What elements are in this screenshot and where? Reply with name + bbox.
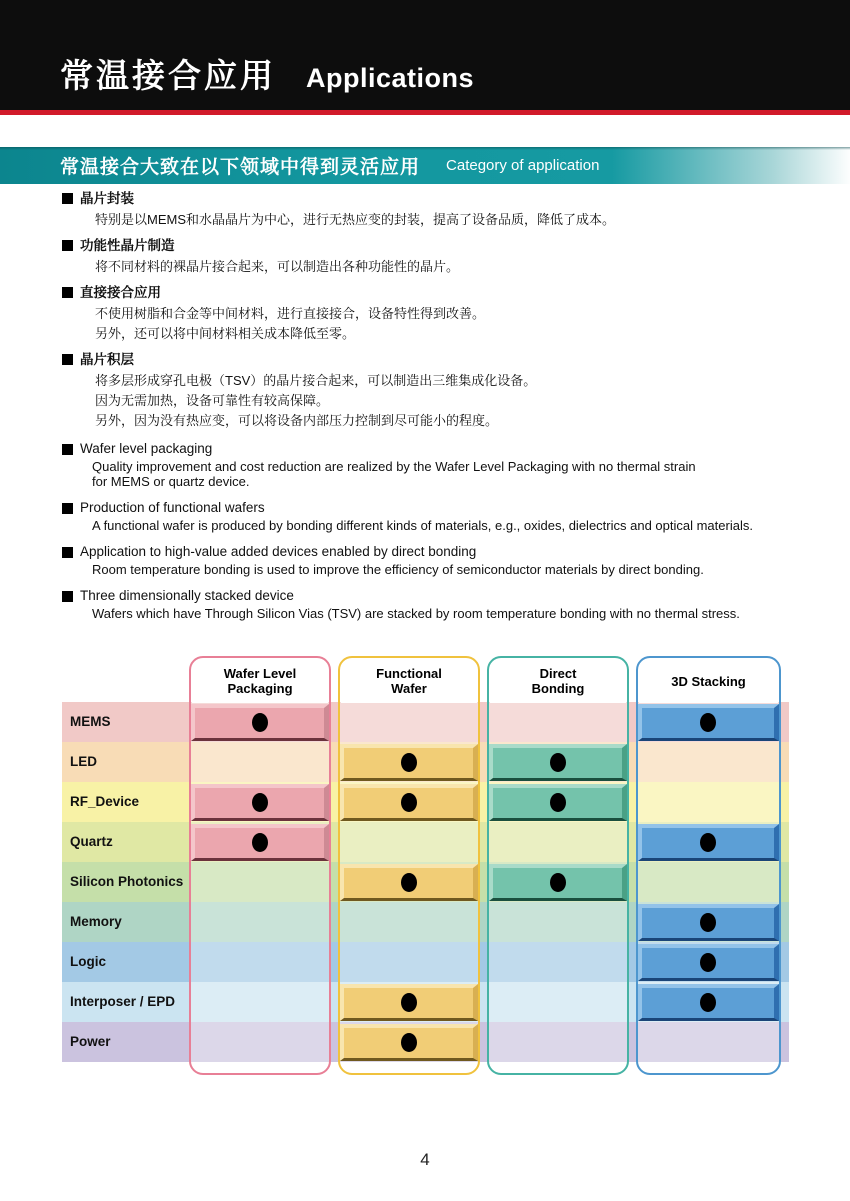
section-heading-text: 直接接合应用 — [80, 285, 161, 300]
section-heading-text: Wafer level packaging — [80, 441, 213, 456]
row-label: Memory — [70, 914, 122, 929]
column-header-line: 3D Stacking — [671, 673, 746, 689]
section-heading — [62, 500, 810, 516]
section-heading-text: 晶片封装 — [80, 191, 134, 206]
section-body-line: A functional wafer is produced by bonding different kinds of materials, e.g., oxides, dielectrics and optical materials. — [92, 518, 753, 533]
matrix-cell-marked — [638, 704, 779, 741]
matrix-cell-marked — [340, 864, 478, 901]
category-banner-title-en: Category of application — [446, 157, 600, 174]
matrix-cell-marked — [489, 864, 627, 901]
section — [62, 284, 810, 344]
matrix-cell-marked — [489, 784, 627, 821]
matrix-cell-marked — [191, 784, 329, 821]
matrix-cell-marked — [638, 944, 779, 981]
bullet-square-icon — [62, 193, 73, 204]
row-label: MEMS — [70, 714, 111, 729]
section-body-line: 将多层形成穿孔电极（TSV）的晶片接合起来，可以制造出三维集成化设备。 — [95, 373, 537, 388]
dot-icon — [401, 873, 417, 892]
dot-icon — [401, 793, 417, 812]
bullet-square-icon — [62, 444, 73, 455]
matrix-cell-marked — [638, 984, 779, 1021]
matrix-cell-marked — [638, 824, 779, 861]
section-heading-text: 晶片积层 — [80, 352, 134, 367]
page-number: 4 — [420, 1150, 430, 1169]
dot-icon — [700, 833, 716, 852]
category-banner-title-zh: 常温接合大致在以下领域中得到灵活应用 — [60, 157, 421, 178]
matrix-cell-marked — [191, 704, 329, 741]
section-heading-text: Application to high-value added devices enabled by direct bonding — [80, 544, 477, 559]
section-heading-text: 功能性晶片制造 — [80, 238, 175, 253]
section-body-line: 另外，还可以将中间材料相关成本降低至零。 — [95, 326, 356, 341]
dot-icon — [700, 953, 716, 972]
column-header-line: Packaging — [227, 681, 293, 696]
column-header — [490, 659, 626, 703]
dot-icon — [401, 753, 417, 772]
column-header-line: Wafer — [391, 681, 427, 696]
section — [62, 588, 810, 621]
column-header — [341, 659, 477, 703]
section-body-line: 特别是以MEMS和水晶晶片为中心，进行无热应变的封装，提高了设备品质，降低了成本。 — [95, 212, 616, 227]
row-label: Power — [70, 1034, 111, 1049]
section-heading — [62, 190, 810, 207]
header-accent-line — [0, 110, 850, 115]
row-label: Silicon Photonics — [70, 874, 184, 889]
category-banner — [0, 147, 850, 184]
section — [62, 237, 810, 277]
dot-icon — [550, 873, 566, 892]
row-label: RF_Device — [70, 794, 140, 809]
section — [62, 500, 810, 533]
page-title — [60, 50, 474, 97]
column-header — [639, 659, 778, 703]
dot-icon — [401, 993, 417, 1012]
section-body-line: for MEMS or quartz device. — [92, 474, 250, 489]
section-heading — [62, 284, 810, 301]
section-heading — [62, 441, 810, 457]
page-title-zh: 常温接合应用 — [60, 57, 276, 94]
column-header-line: Functional — [376, 666, 442, 681]
dot-icon — [700, 993, 716, 1012]
matrix-cell-marked — [638, 904, 779, 941]
row-label: Logic — [70, 954, 106, 969]
bullet-square-icon — [62, 591, 73, 602]
section-body-line: 另外，因为没有热应变，可以将设备内部压力控制到尽可能小的程度。 — [95, 413, 499, 428]
sections-english — [62, 441, 810, 632]
section-heading-text: Production of functional wafers — [80, 500, 265, 515]
section-heading — [62, 544, 810, 560]
column-header-line: Bonding — [531, 681, 585, 696]
dot-icon — [550, 753, 566, 772]
page-header — [0, 0, 850, 110]
bullet-square-icon — [62, 547, 73, 558]
section-heading — [62, 351, 810, 368]
matrix-cell-marked — [489, 744, 627, 781]
section — [62, 190, 810, 230]
bullet-square-icon — [62, 240, 73, 251]
section-body-line: 因为无需加热，设备可靠性有较高保障。 — [95, 393, 330, 408]
section — [62, 441, 810, 489]
section-body-line: 不使用树脂和合金等中间材料，进行直接接合，设备特性得到改善。 — [95, 306, 486, 321]
matrix-cell-marked — [340, 784, 478, 821]
dot-icon — [252, 833, 268, 852]
dot-icon — [252, 793, 268, 812]
matrix-cell-marked — [340, 1024, 478, 1061]
row-label: LED — [70, 754, 97, 769]
page-title-en: Applications — [306, 63, 475, 93]
column-header — [192, 659, 328, 703]
dot-icon — [700, 713, 716, 732]
section — [62, 351, 810, 431]
bullet-square-icon — [62, 287, 73, 298]
section-body-line: Room temperature bonding is used to improve the efficiency of semiconductor materials by direct bonding. — [92, 562, 704, 577]
section-heading-text: Three dimensionally stacked device — [80, 588, 294, 603]
dot-icon — [700, 913, 716, 932]
row-label: Interposer / EPD — [70, 994, 176, 1009]
sections-chinese — [62, 190, 810, 438]
column-header-line: Direct — [539, 666, 577, 681]
column-header-line: Wafer Level — [223, 666, 297, 681]
section — [62, 544, 810, 577]
row-label: Quartz — [70, 834, 113, 849]
section-heading — [62, 237, 810, 254]
section-body-line: 将不同材料的裸晶片接合起来，可以制造出各种功能性的晶片。 — [95, 259, 460, 274]
section-body-line: Quality improvement and cost reduction are realized by the Wafer Level Packaging with no thermal strain — [92, 459, 696, 474]
dot-icon — [252, 713, 268, 732]
section-heading — [62, 588, 810, 604]
dot-icon — [550, 793, 566, 812]
section-body-line: Wafers which have Through Silicon Vias (TSV) are stacked by room temperature bonding with no thermal stress. — [92, 606, 740, 621]
matrix-cell-marked — [340, 984, 478, 1021]
bullet-square-icon — [62, 354, 73, 365]
dot-icon — [401, 1033, 417, 1052]
bullet-square-icon — [62, 503, 73, 514]
matrix-cell-marked — [191, 824, 329, 861]
matrix-cell-marked — [340, 744, 478, 781]
